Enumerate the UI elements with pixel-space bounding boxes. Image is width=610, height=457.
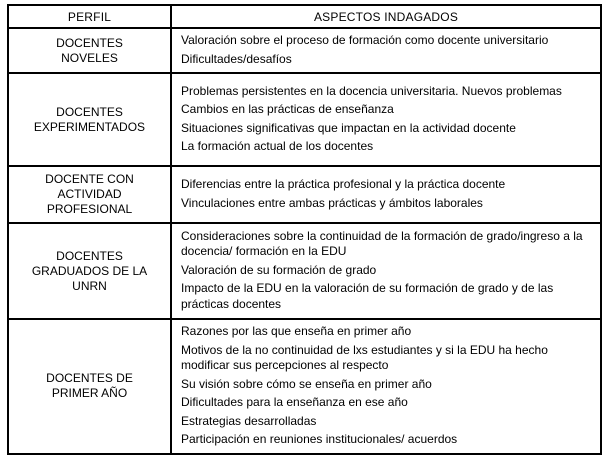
aspecto-item: Impacto de la EDU en la valoración de su formación de grado y de las prácticas docentes: [181, 281, 554, 311]
profile-aspects-table: [7, 4, 602, 455]
aspecto-item: Estrategias desarrolladas: [181, 413, 317, 428]
perfil-cell: [8, 166, 171, 223]
aspecto-item: Su visión sobre cómo se enseña en primer año: [181, 376, 432, 391]
perfil-cell: [8, 223, 171, 319]
perfil-line: DOCENTE CON: [45, 172, 134, 186]
aspecto-item: Consideraciones sobre la continuidad de la formación de grado/ingreso a la docencia/ formación en la EDU: [181, 228, 583, 259]
table-row: [8, 28, 601, 73]
header-row: [8, 5, 601, 28]
perfil-line: DOCENTES: [56, 104, 123, 119]
perfil-line: PRIMER AÑO: [51, 386, 128, 401]
aspecto-item: Dificultades/desafíos: [181, 51, 292, 66]
perfil-cell: [8, 319, 171, 454]
perfil-line: DOCENTES DE: [46, 371, 133, 386]
aspecto-item: Valoración sobre el proceso de formación como docente universitario: [181, 33, 549, 47]
aspecto-item: Valoración de su formación de grado: [181, 262, 377, 277]
table-row: [8, 73, 601, 166]
aspecto-item: Razones por las que enseña en primer año: [181, 324, 412, 338]
aspecto-item: Vinculaciones entre ambas prácticas y ámbitos laborales: [181, 195, 483, 210]
perfil-line: PROFESIONAL: [46, 202, 133, 216]
perfil-line: GRADUADOS DE LA: [31, 263, 148, 278]
aspecto-item: Dificultades para la enseñanza en ese año: [181, 395, 408, 409]
aspectos-cell: [171, 28, 601, 73]
perfil-line: NOVELES: [61, 50, 118, 65]
perfil-cell: [8, 28, 171, 73]
aspectos-cell: [171, 319, 601, 454]
aspecto-item: Participación en reuniones institucionales/ acuerdos: [181, 432, 458, 446]
aspecto-item: Cambios en las prácticas de enseñanza: [181, 102, 394, 116]
perfil-line: UNRN: [72, 278, 107, 293]
aspectos-cell: [171, 223, 601, 319]
aspectos-cell: [171, 166, 601, 223]
aspecto-item: Motivos de la no continuidad de lxs estudiantes y si la EDU ha hecho modificar sus percepciones al respecto: [181, 342, 548, 372]
perfil-line: EXPERIMENTADOS: [33, 119, 146, 134]
table-row: [8, 223, 601, 319]
table-row: [8, 166, 601, 223]
aspecto-item: Diferencias entre la práctica profesional y la práctica docente: [181, 177, 506, 191]
perfil-column-header: PERFIL: [8, 5, 171, 28]
aspectos-cell: [171, 73, 601, 166]
aspecto-item: Problemas persistentes en la docencia universitaria. Nuevos problemas: [181, 83, 562, 98]
aspecto-item: Situaciones significativas que impactan en la actividad docente: [181, 120, 516, 135]
aspectos-column-header: ASPECTOS INDAGADOS: [171, 5, 601, 28]
perfil-line: ACTIVIDAD: [57, 187, 122, 201]
perfil-line: DOCENTES: [56, 35, 123, 50]
aspecto-item: La formación actual de los docentes: [181, 139, 374, 153]
perfil-cell: [8, 73, 171, 166]
perfil-line: DOCENTES: [56, 248, 123, 263]
table-row: [8, 319, 601, 454]
